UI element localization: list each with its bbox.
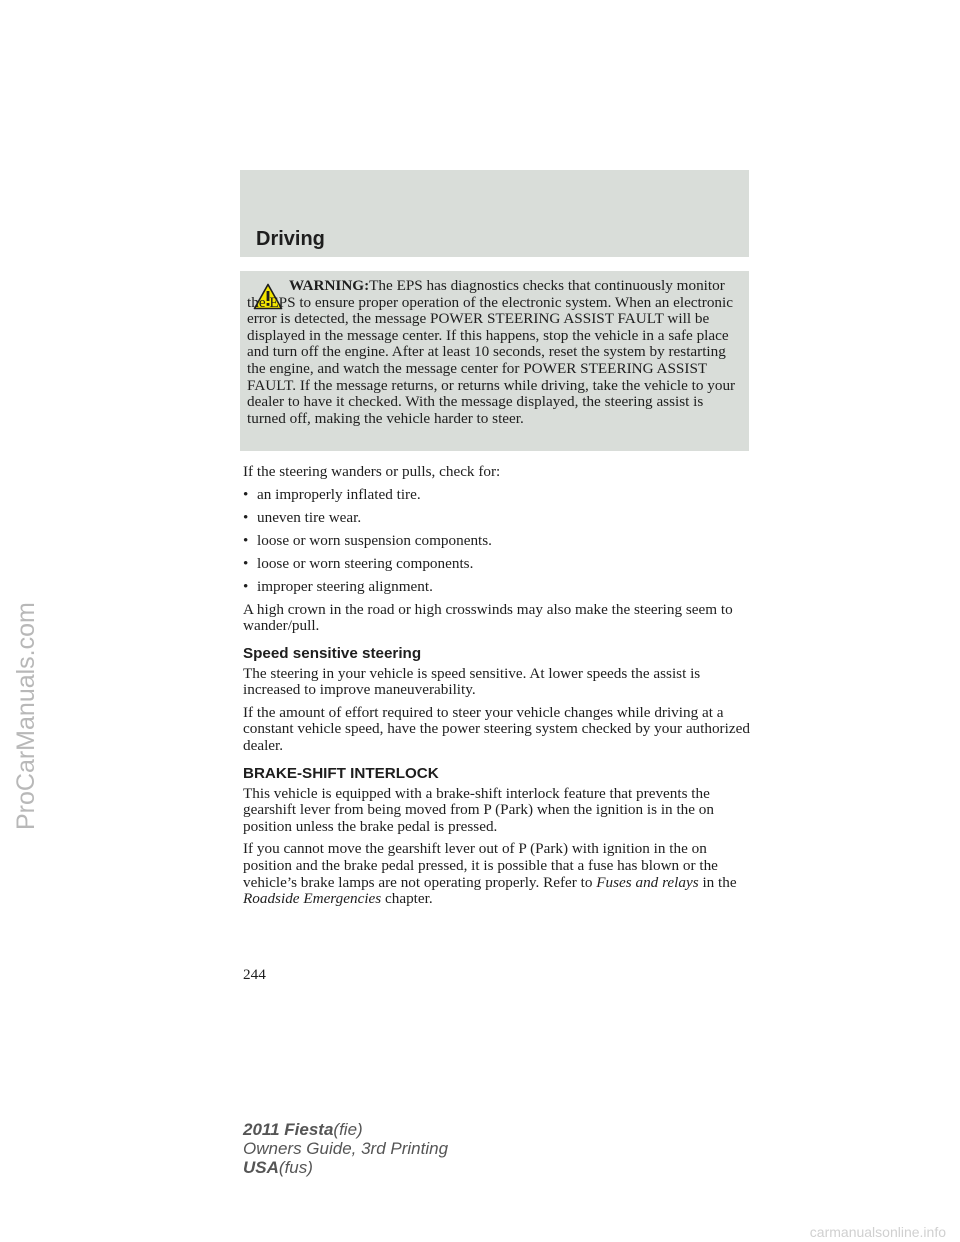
- main-content: [243, 464, 753, 914]
- list-item: [243, 487, 753, 504]
- footer-line-1: [243, 1120, 448, 1139]
- footer-model-code: (fie): [333, 1120, 363, 1139]
- brake-shift-heading: BRAKE-SHIFT INTERLOCK: [243, 764, 439, 782]
- document-footer: [243, 1120, 448, 1177]
- list-item: [243, 533, 753, 550]
- bullet-icon: •: [243, 554, 249, 572]
- section-title: Driving: [256, 228, 325, 250]
- bullet-icon: •: [243, 508, 249, 526]
- bullet-icon: •: [243, 531, 249, 549]
- speed-sensitive-heading: Speed sensitive steering: [243, 644, 422, 662]
- list-item-text: improper steering alignment.: [257, 577, 433, 595]
- list-item-text: an improperly inflated tire.: [257, 485, 421, 503]
- crown-paragraph: A high crown in the road or high crosswinds may also make the steering seem to wander/pull.: [243, 600, 733, 635]
- list-item-text: loose or worn suspension components.: [257, 531, 492, 549]
- warning-body: The EPS has diagnostics checks that continuously monitor the EPS to ensure proper operation of the electronic system. When an electronic error is detected, the message POWER STEERING ASSIST FAULT will be displayed in the message center. If this happens, stop the vehicle in a safe place and turn off the engine. After at least 10 seconds, reset the system by restarting the engine, and watch the message center for POWER STEERING ASSIST FAULT. If the message returns, or returns while driving, take the vehicle to your dealer to have it checked. With the message displayed, the steering assist is turned off, making the vehicle harder to steer.: [247, 277, 736, 427]
- list-item-text: uneven tire wear.: [257, 508, 362, 526]
- footer-line-3: [243, 1158, 448, 1177]
- side-watermark: ProCarManuals.com: [12, 602, 40, 830]
- footer-market: USA: [243, 1158, 279, 1177]
- brake-paragraph-1: This vehicle is equipped with a brake-shift interlock feature that prevents the gearshift lever from being moved from P (Park) when the ignition is in the on position unless the brake pedal is pressed.: [243, 784, 714, 835]
- warning-label: WARNING:: [289, 277, 370, 294]
- footer-line-2: Owners Guide, 3rd Printing: [243, 1139, 449, 1158]
- warning-box: [240, 271, 749, 451]
- page-number: 244: [243, 966, 266, 983]
- brake-paragraph-2-text: If you cannot move the gearshift lever out of P (Park) with ignition in the on position and the brake pedal pressed, it is possible that a fuse has blown or the vehicle’s brake lamps are not operating properly. Refer to: [243, 840, 718, 891]
- list-item-text: loose or worn steering components.: [257, 554, 474, 572]
- speed-paragraph-1: The steering in your vehicle is speed sensitive. At lower speeds the assist is increased to improve maneuverability.: [243, 664, 701, 699]
- footer-market-code: (fus): [278, 1158, 313, 1177]
- footer-model: 2011 Fiesta: [243, 1120, 334, 1139]
- speed-paragraph-2: If the amount of effort required to steer your vehicle changes while driving at a constant vehicle speed, have the power steering system checked by your authorized dealer.: [243, 703, 750, 755]
- brake-paragraph-2-end: chapter.: [385, 890, 433, 908]
- bullet-icon: •: [243, 577, 249, 595]
- bottom-watermark: carmanualsonline.info: [809, 1224, 946, 1240]
- fuses-relays-reference: Fuses and relays: [596, 873, 699, 891]
- roadside-emergencies-reference: Roadside Emergencies: [243, 890, 382, 908]
- brake-paragraph-2-mid: in the: [702, 873, 737, 891]
- brake-paragraph-2: [243, 841, 753, 907]
- list-item: [243, 579, 753, 596]
- list-item: [243, 556, 753, 573]
- section-header-band: [240, 170, 749, 257]
- list-item: [243, 510, 753, 527]
- intro-paragraph: If the steering wanders or pulls, check for:: [243, 463, 501, 480]
- bullet-icon: •: [243, 485, 249, 503]
- check-list: [243, 487, 753, 596]
- warning-text: [247, 278, 743, 427]
